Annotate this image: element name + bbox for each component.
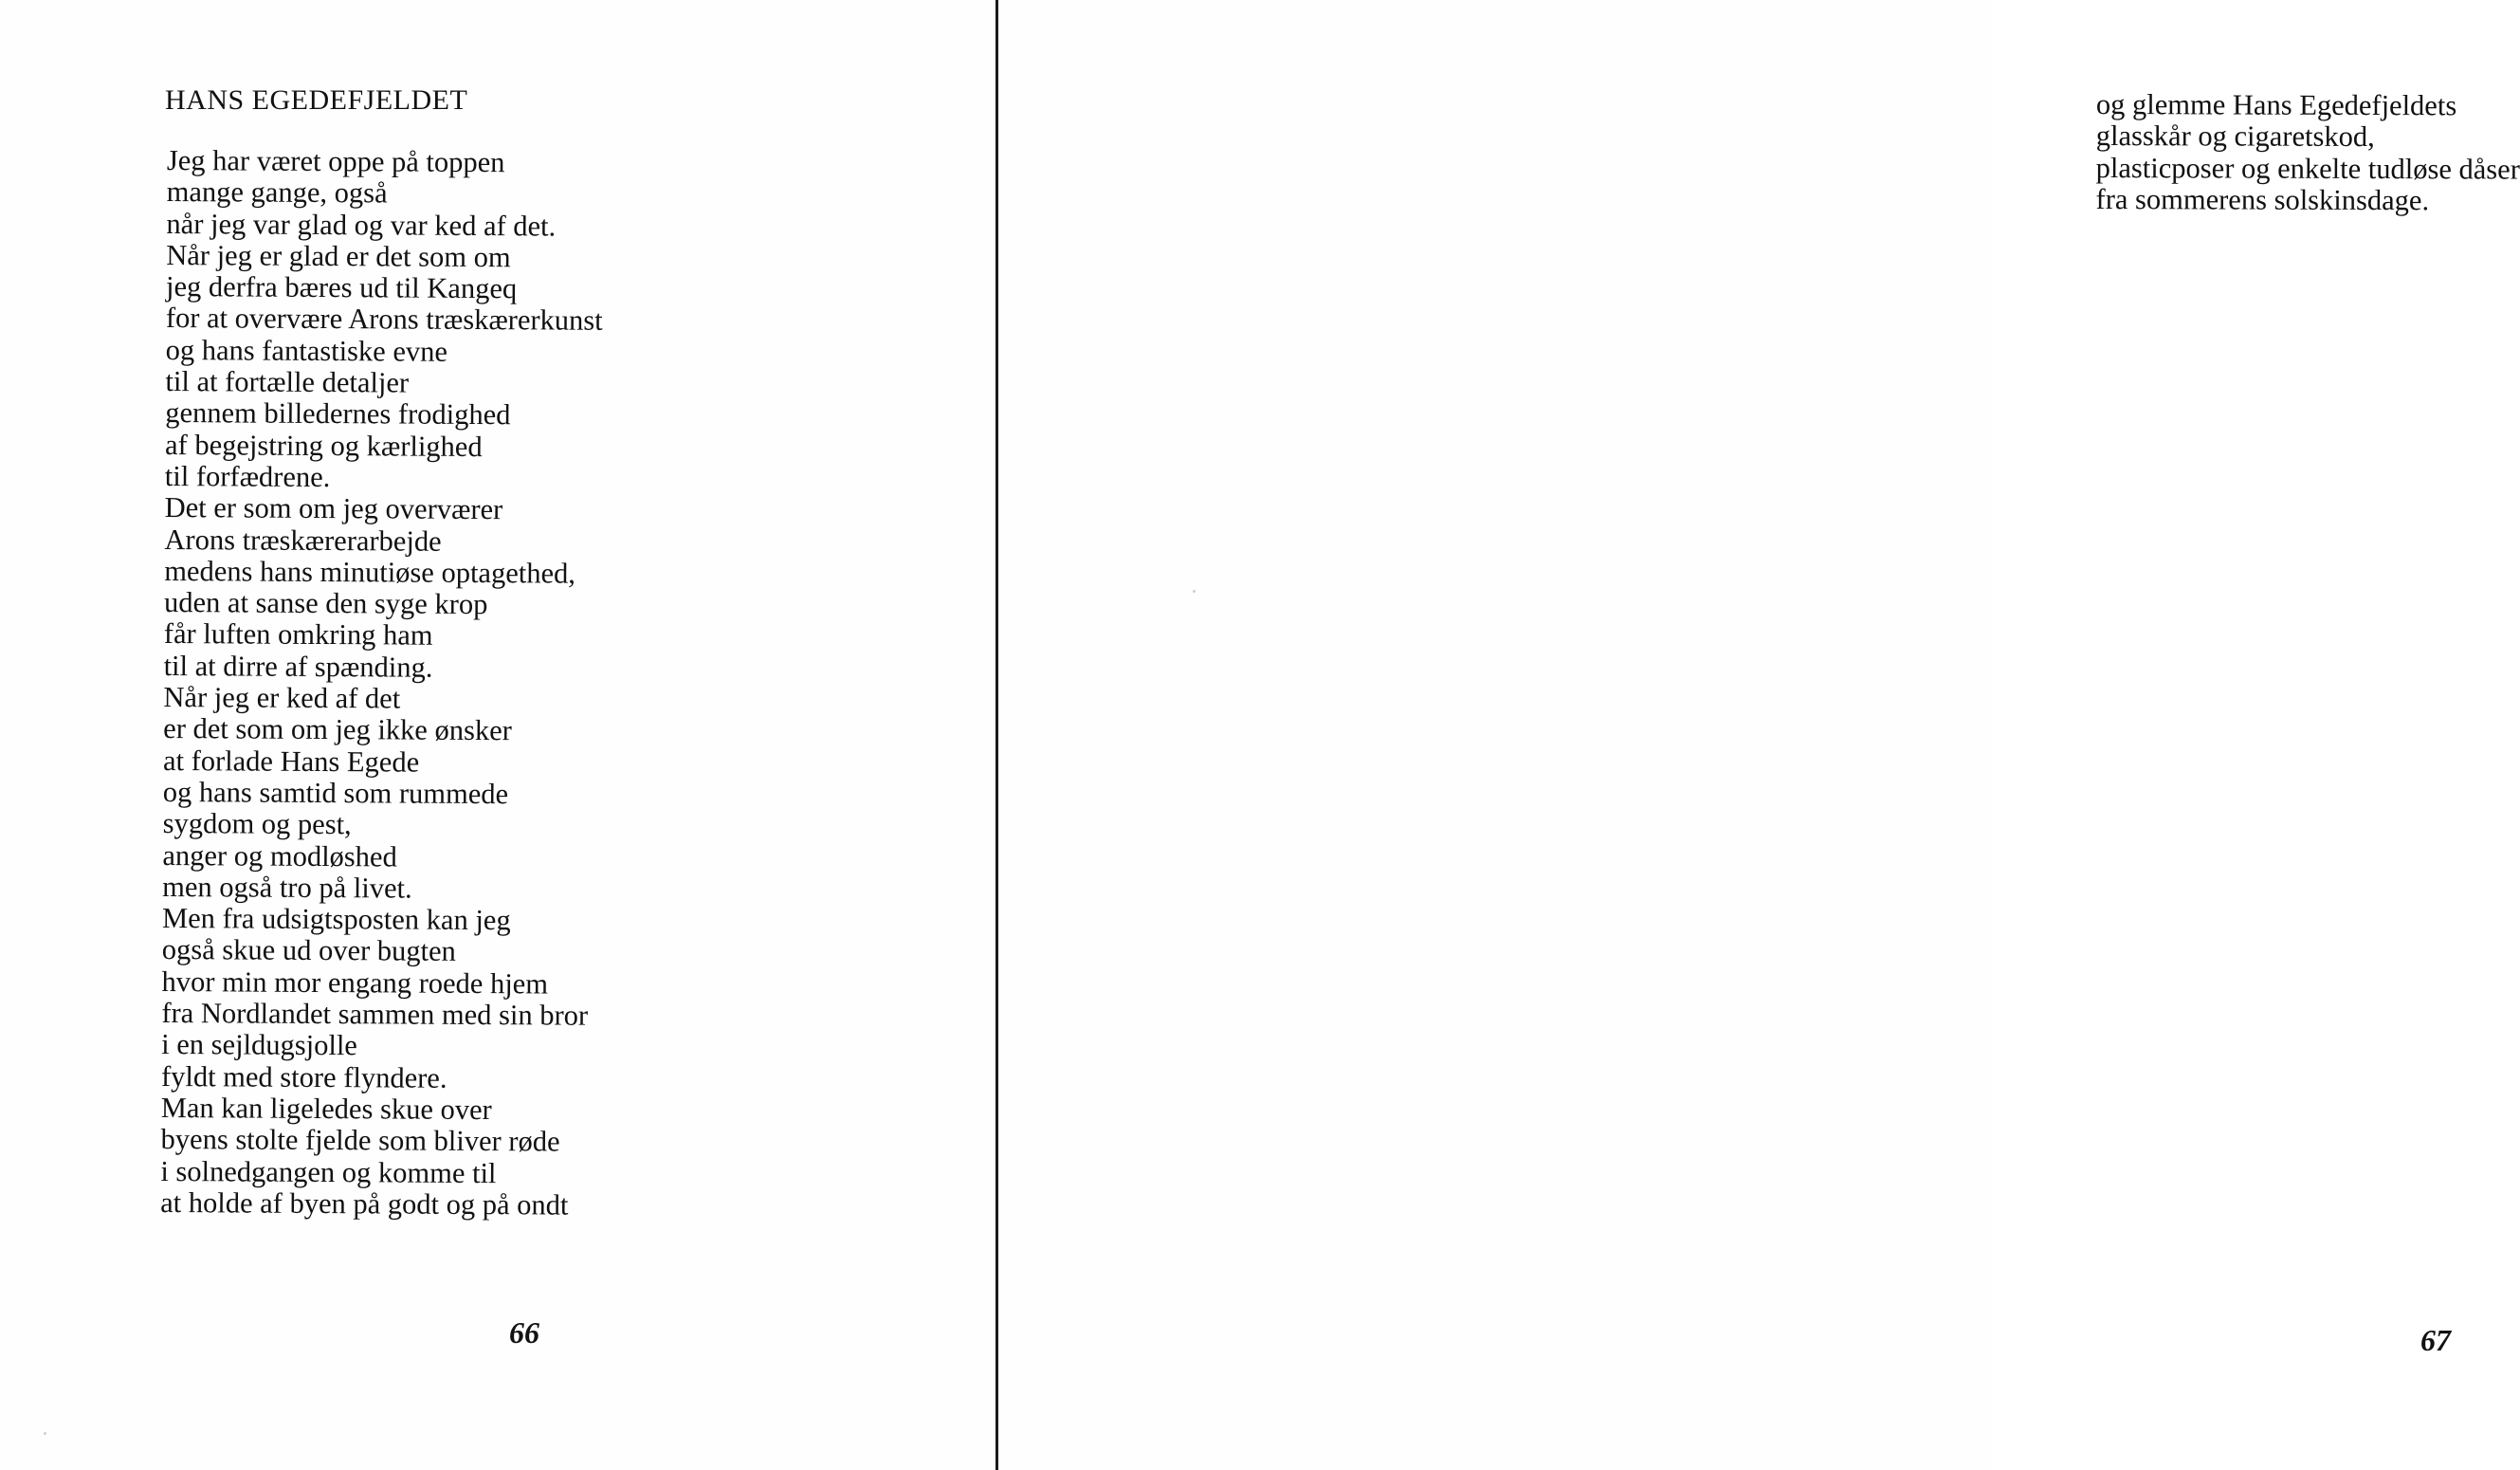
poem-text-right — [2096, 89, 2520, 217]
poem-line: Det er som om jeg overværer — [164, 491, 503, 526]
poem-line: Jeg har været oppe på toppen — [166, 144, 505, 179]
poem-line: til at fortælle detaljer — [165, 365, 410, 399]
paper-speck — [44, 1432, 46, 1435]
poem-line: sygdom og pest, — [162, 807, 352, 841]
poem-line: af begejstring og kærlighed — [164, 428, 483, 463]
poem-line: for at overvære Arons træskærerkunst — [165, 302, 603, 338]
poem-line: men også tro på livet. — [162, 870, 412, 905]
poem-line: hvor min mor engang roede hjem — [161, 965, 549, 1001]
poem-line: Men fra udsigtsposten kan jeg — [161, 902, 511, 937]
poem-line: uden at sanse den syge krop — [163, 586, 488, 621]
poem-line: er det som om jeg ikke ønsker — [163, 712, 512, 747]
poem-line: fyldt med store flyndere. — [160, 1059, 447, 1094]
poem-line: i en sejldugsjolle — [161, 1028, 358, 1062]
poem-text-left — [160, 145, 604, 1222]
poem-line: får luften omkring ham — [163, 617, 433, 652]
poem-line: anger og modløshed — [162, 838, 397, 873]
poem-line: til at dirre af spænding. — [163, 649, 433, 684]
poem-line: at forlade Hans Egede — [162, 744, 420, 779]
poem-line: byens stolte fjelde som bliver røde — [160, 1123, 560, 1158]
poem-line: Man kan ligeledes skue over — [160, 1091, 492, 1127]
poem-line: jeg derfra bæres ud til Kangeq — [165, 270, 518, 305]
poem-line: gennem billedernes frodighed — [165, 396, 511, 432]
poem-line: fra sommerens solskinsdage. — [2095, 182, 2430, 217]
poem-line: i solnedgangen og komme til — [160, 1154, 497, 1189]
poem-title: HANS EGEDEFJELDET — [165, 84, 468, 116]
poem-line: også skue ud over bugten — [161, 933, 456, 968]
poem-line: Arons træskærerarbejde — [164, 523, 442, 558]
poem-line: Når jeg er ked af det — [163, 681, 401, 715]
left-page — [0, 0, 995, 1470]
poem-line: til forfædrene. — [164, 459, 331, 494]
paper-speck — [1193, 590, 1196, 593]
poem-line: fra Nordlandet sammen med sin bror — [161, 996, 589, 1032]
poem-line: og hans fantastiske evne — [165, 333, 448, 368]
poem-line: mange gange, også — [166, 175, 388, 210]
page-number-left: 66 — [509, 1315, 539, 1350]
poem-line: at holde af byen på godt og på ondt — [160, 1185, 569, 1222]
poem-line: medens hans minutiøse optagethed, — [164, 554, 576, 590]
poem-line: plasticposer og enkelte tudløse dåser — [2095, 151, 2520, 186]
poem-line: når jeg var glad og var ked af det. — [166, 207, 557, 243]
poem-line: glasskår og cigaretskod, — [2095, 119, 2375, 154]
page-number-right: 67 — [2420, 1323, 2451, 1357]
poem-line: Når jeg er glad er det som om — [166, 238, 511, 274]
poem-line: og hans samtid som rummede — [162, 775, 509, 811]
right-page — [998, 0, 2520, 1470]
poem-line: og glemme Hans Egedefjeldets — [2095, 88, 2457, 122]
